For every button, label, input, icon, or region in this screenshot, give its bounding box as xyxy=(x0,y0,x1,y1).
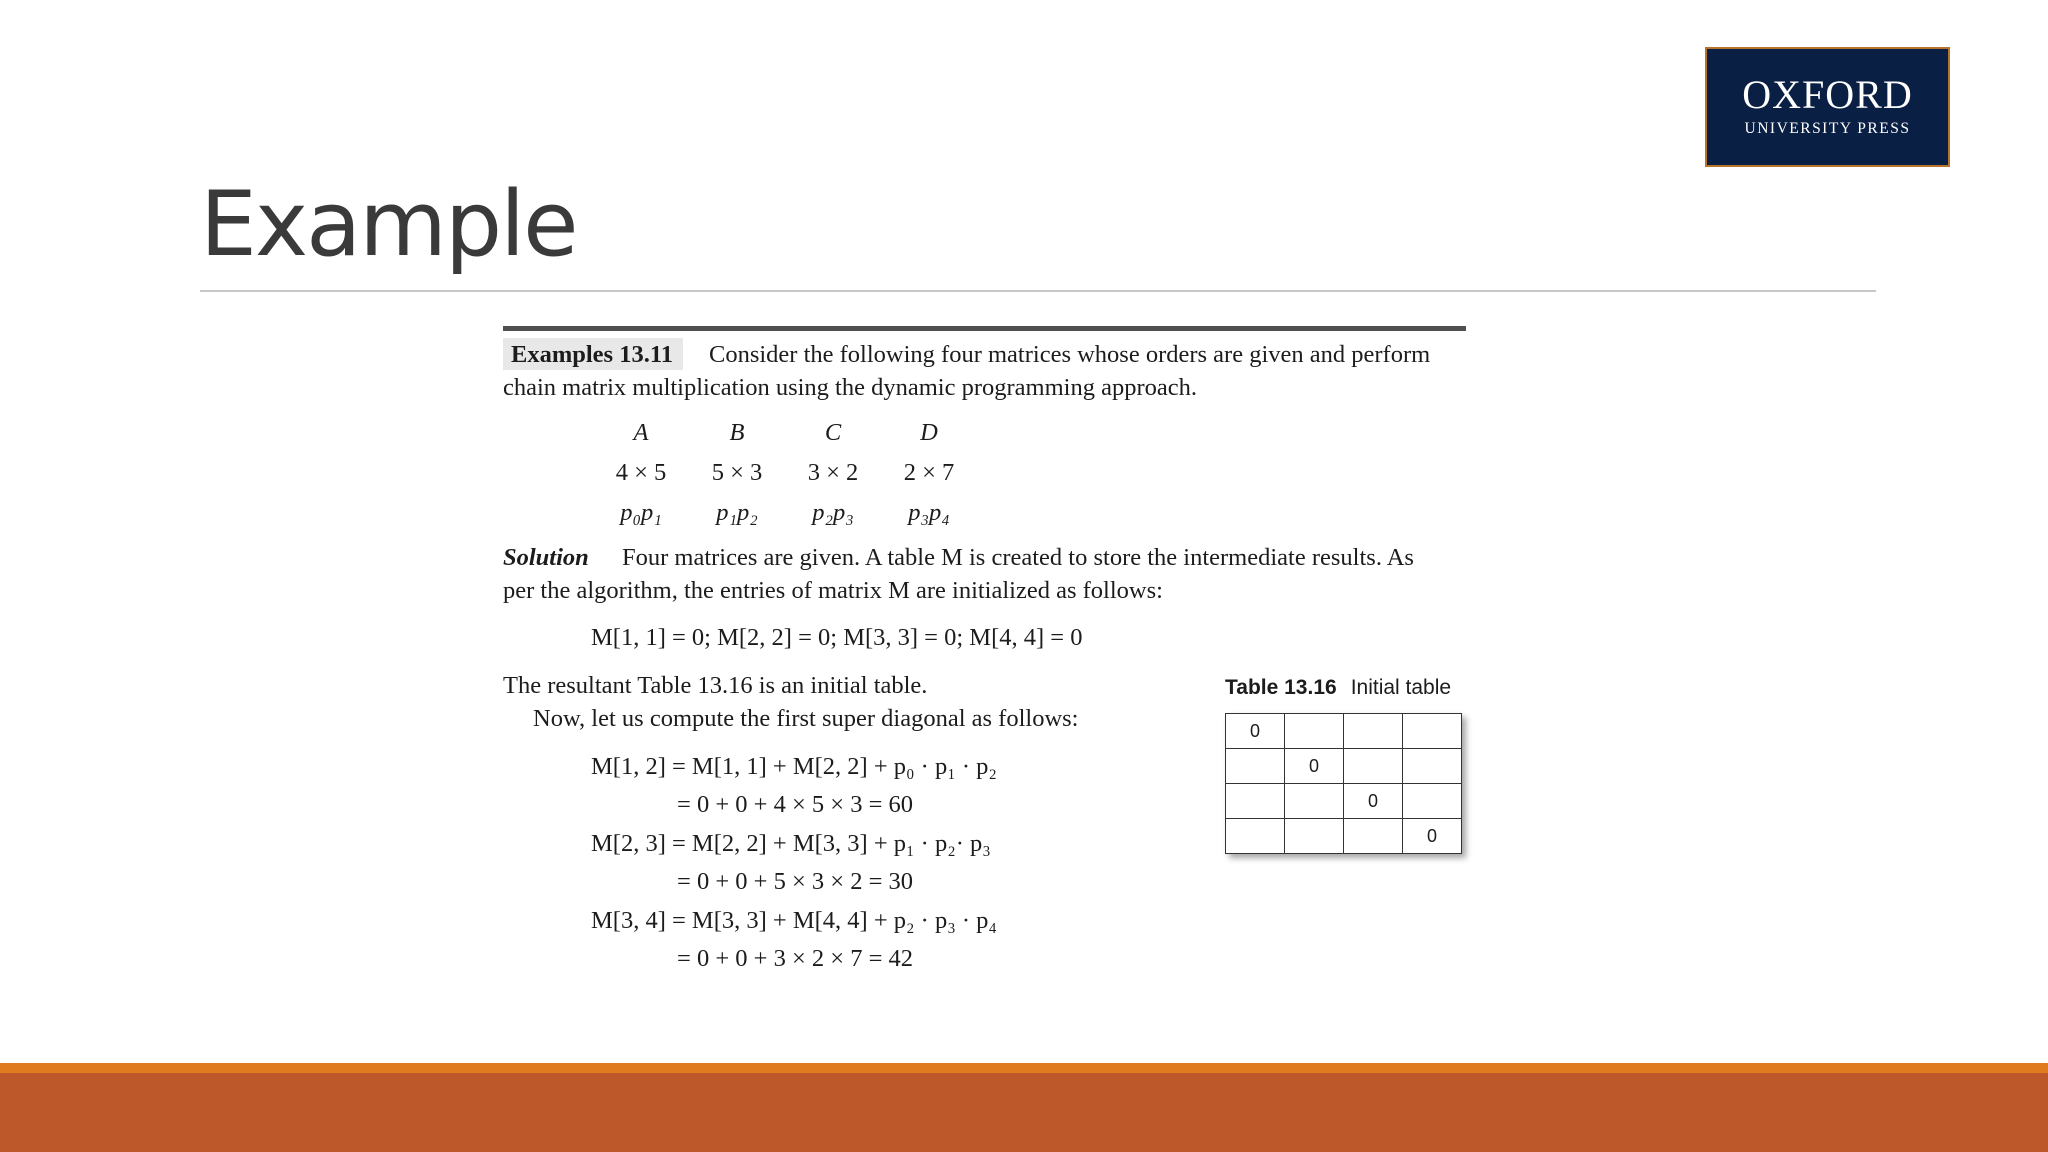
table-cell xyxy=(1403,784,1462,819)
slide-title: Example xyxy=(200,172,577,277)
logo-line2: UNIVERSITY PRESS xyxy=(1744,120,1911,137)
matrix-d-name: D xyxy=(920,419,938,446)
equation-3b: = 0 + 0 + 3 × 2 × 7 = 42 xyxy=(677,945,914,972)
footer-bar xyxy=(0,1073,2048,1152)
example-label: Examples 13.11 xyxy=(511,341,673,368)
matrix-a-name: A xyxy=(633,419,649,446)
table-cell xyxy=(1344,819,1403,854)
example-top-rule xyxy=(503,326,1466,331)
table-caption-number: Table 13.16 xyxy=(1225,676,1337,699)
table-row xyxy=(1226,819,1462,854)
matrix-c-dims: p₂p₃ xyxy=(812,499,854,526)
equation-2b: = 0 + 0 + 5 × 3 × 2 = 30 xyxy=(677,868,914,895)
matrix-c-name: C xyxy=(824,419,842,446)
table-cell xyxy=(1403,714,1462,749)
matrix-a-dims: p₀p₁ xyxy=(620,499,662,526)
solution-line-1: Four matrices are given. A table M is created to store the intermediate results. As xyxy=(622,544,1414,571)
matrix-d-dims: p₃p₄ xyxy=(908,499,950,526)
table-cell xyxy=(1285,819,1344,854)
intro-line-2: chain matrix multiplication using the dynamic programming approach. xyxy=(503,374,1197,401)
table-cell: 0 xyxy=(1285,749,1344,784)
matrix-b-name: B xyxy=(729,419,745,446)
matrix-b-order: 5 × 3 xyxy=(711,459,763,486)
matrix-b-dims: p₁p₂ xyxy=(716,499,758,526)
example-content xyxy=(503,326,1466,986)
table-caption-text: Initial table xyxy=(1350,676,1452,699)
table-row xyxy=(1226,714,1462,749)
table-cell: 0 xyxy=(1226,714,1285,749)
equation-1a: M[1, 2] = M[1, 1] + M[2, 2] + p₀ · p₁ · p₂ xyxy=(591,753,997,780)
table-cell xyxy=(1285,784,1344,819)
solution-line-2: per the algorithm, the entries of matrix M are initialized as follows: xyxy=(503,577,1163,604)
resultant-line: The resultant Table 13.16 is an initial table. xyxy=(503,672,928,699)
table-cell: 0 xyxy=(1344,784,1403,819)
table-cell xyxy=(1344,714,1403,749)
equation-2a: M[2, 3] = M[2, 2] + M[3, 3] + p₁ · p₂· p₃ xyxy=(591,830,991,857)
intro-line-1: Consider the following four matrices whose orders are given and perform xyxy=(709,341,1431,368)
title-divider xyxy=(200,290,1876,292)
equation-1b: = 0 + 0 + 4 × 5 × 3 = 60 xyxy=(677,791,914,818)
logo-line1: OXFORD xyxy=(1742,72,1913,117)
table-cell xyxy=(1403,749,1462,784)
table-cell xyxy=(1226,819,1285,854)
oxford-logo xyxy=(1705,47,1950,167)
now-line: Now, let us compute the first super diagonal as follows: xyxy=(533,705,1079,732)
table-cell xyxy=(1226,749,1285,784)
matrix-a-order: 4 × 5 xyxy=(615,459,667,486)
initial-table xyxy=(1225,713,1462,854)
table-cell: 0 xyxy=(1403,819,1462,854)
init-equation: M[1, 1] = 0; M[2, 2] = 0; M[3, 3] = 0; M[4, 4] = 0 xyxy=(591,624,1083,651)
equation-3a: M[3, 4] = M[3, 3] + M[4, 4] + p₂ · p₃ · p₄ xyxy=(591,907,997,934)
table-cell xyxy=(1226,784,1285,819)
table-cell xyxy=(1285,714,1344,749)
footer-accent-stripe xyxy=(0,1063,2048,1073)
example-label-box xyxy=(503,338,683,370)
table-cell xyxy=(1344,749,1403,784)
table-row xyxy=(1226,784,1462,819)
table-caption xyxy=(1225,676,1451,700)
matrix-d-order: 2 × 7 xyxy=(903,459,955,486)
table-row xyxy=(1226,749,1462,784)
matrix-c-order: 3 × 2 xyxy=(807,459,859,486)
solution-label: Solution xyxy=(503,544,589,571)
